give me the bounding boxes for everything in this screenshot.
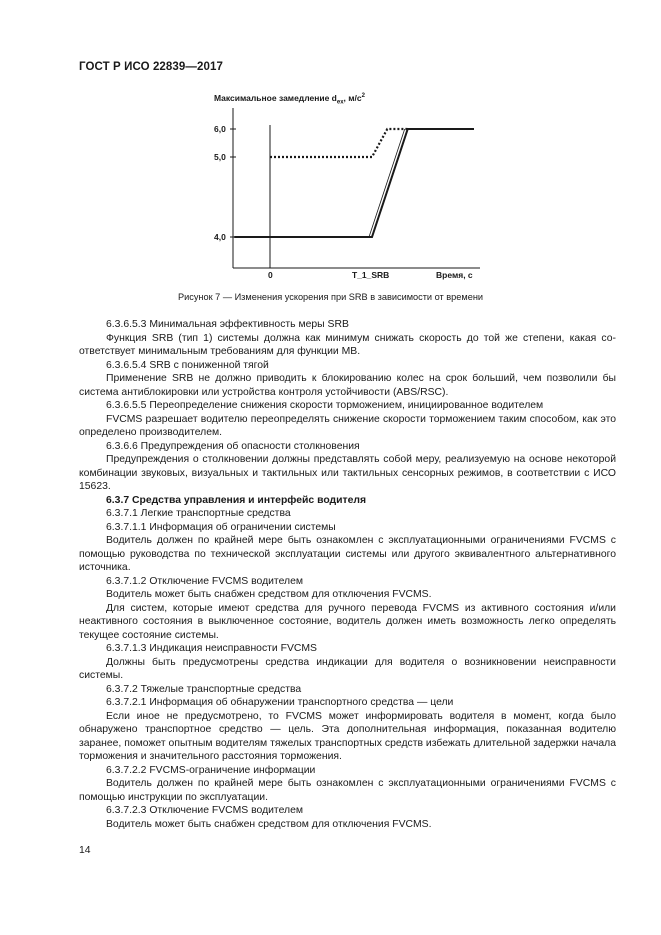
section-heading: 6.3.7.2.1 Информация об обнаружении транспортного средства — цели bbox=[106, 697, 454, 708]
y-axis-label-unit: , м/с bbox=[343, 93, 362, 103]
section-heading: 6.3.7.1.1 Информация об ограничении системы bbox=[106, 521, 336, 533]
y-axis-label-superscript: 2 bbox=[361, 93, 365, 100]
page-number: 14 bbox=[79, 845, 91, 856]
figure-srb-deceleration bbox=[180, 90, 520, 290]
paragraph: Функция SRB (тип 1) системы должна как минимум снижать скорость до той же степени, какая соответствует минимальным требованиям для функции МВ. bbox=[79, 332, 616, 357]
paragraph: Водитель должен по крайней мере быть ознакомлен с эксплуатационными ограничениями FVCMS с помощью инструкции по эксплуатации. bbox=[79, 778, 616, 803]
paragraph: Водитель может быть снабжен средством для отключения FVCMS. bbox=[106, 589, 432, 600]
body-text bbox=[79, 318, 616, 831]
paragraph: FVCMS разрешает водителю переопределять снижение скорости торможением таким способом, как это определено производителем. bbox=[79, 413, 616, 438]
section-heading: 6.3.6.5.4 SRB с пониженной тягой bbox=[106, 359, 269, 371]
section-heading: 6.3.6.5.3 Минимальная эффективность меры SRB bbox=[106, 319, 349, 330]
section-heading: 6.3.7.2 Тяжелые транспортные средства bbox=[106, 683, 302, 695]
section-heading: 6.3.7.2.2 FVCMS-ограничение информации bbox=[106, 764, 316, 776]
x-tick-label-t1srb: T_1_SRB bbox=[352, 270, 390, 280]
y-axis-label bbox=[214, 93, 365, 106]
paragraph: Водитель может быть снабжен средством для отключения FVCMS. bbox=[106, 818, 432, 830]
y-tick-label-4: 4,0 bbox=[214, 232, 226, 242]
section-heading: 6.3.7.1.2 Отключение FVCMS водителем bbox=[106, 575, 303, 587]
section-heading: 6.3.7.2.3 Отключение FVCMS водителем bbox=[106, 805, 303, 816]
section-heading: 6.3.7 Средства управления и интерфейс водителя bbox=[106, 494, 367, 506]
section-heading: 6.3.6.5.5 Переопределение снижения скорости торможением, инициированное водителем bbox=[106, 400, 544, 411]
section-heading: 6.3.6.6 Предупреждения об опасности столкновения bbox=[106, 440, 360, 452]
page-header: ГОСТ Р ИСО 22839—2017 bbox=[79, 61, 224, 73]
y-axis-label-main: Максимальное замедление d bbox=[214, 93, 337, 103]
x-axis-label: Время, с bbox=[436, 270, 473, 280]
section-heading: 6.3.7.1 Легкие транспортные средства bbox=[106, 508, 291, 519]
paragraph: Должны быть предусмотрены средства индикации для водителя о возникновении неисправности системы. bbox=[79, 656, 616, 681]
paragraph: Если иное не предусмотрено, то FVCMS может информировать водителя в момент, когда было обнаружено транспортное средство — цель. Эта дополнительная информация, показанная водителю заранее, поможет опытным водителям тяжелых транспортных средств избежать длительной задержки начала торможения и значительного расстояния торможения. bbox=[79, 710, 616, 762]
y-tick-label-5: 5,0 bbox=[214, 152, 226, 162]
y-tick-label-6: 6,0 bbox=[214, 124, 226, 134]
chart bbox=[180, 90, 520, 290]
figure-caption: Рисунок 7 — Изменения ускорения при SRB в зависимости от времени bbox=[177, 292, 484, 302]
paragraph: Применение SRB не должно приводить к блокированию колес на срок больший, чем позволили бы система антиблокировки или устройства контроля устойчивости (ABS/RSC). bbox=[79, 373, 616, 398]
series-line-solid-ramp-edge bbox=[369, 129, 405, 237]
section-heading: 6.3.7.1.3 Индикация неисправности FVCMS bbox=[106, 643, 317, 654]
y-axis-label-subscript: ex bbox=[336, 99, 344, 106]
x-tick-label-0: 0 bbox=[268, 270, 273, 280]
series-line-dotted bbox=[270, 129, 408, 157]
paragraph: Для систем, которые имеют средства для ручного перевода FVCMS из активного состояния и/или неактивного состояния в выключенное состояние, водитель должен иметь возможность легко определять текущее состояние системы. bbox=[79, 602, 616, 641]
paragraph: Предупреждения о столкновении должны представлять собой меру, реализуемую на основе некоторой комбинации звуковых, визуальных и тактильных или тактильных сенсорных режимов, в соответствии с ИСО 15623. bbox=[79, 454, 616, 492]
paragraph: Водитель должен по крайней мере быть ознакомлен с эксплуатационными ограничениями FVCMS с помощью руководства по технической эксплуатации системы или другого эквивалентного альтернативного источника. bbox=[79, 535, 616, 573]
